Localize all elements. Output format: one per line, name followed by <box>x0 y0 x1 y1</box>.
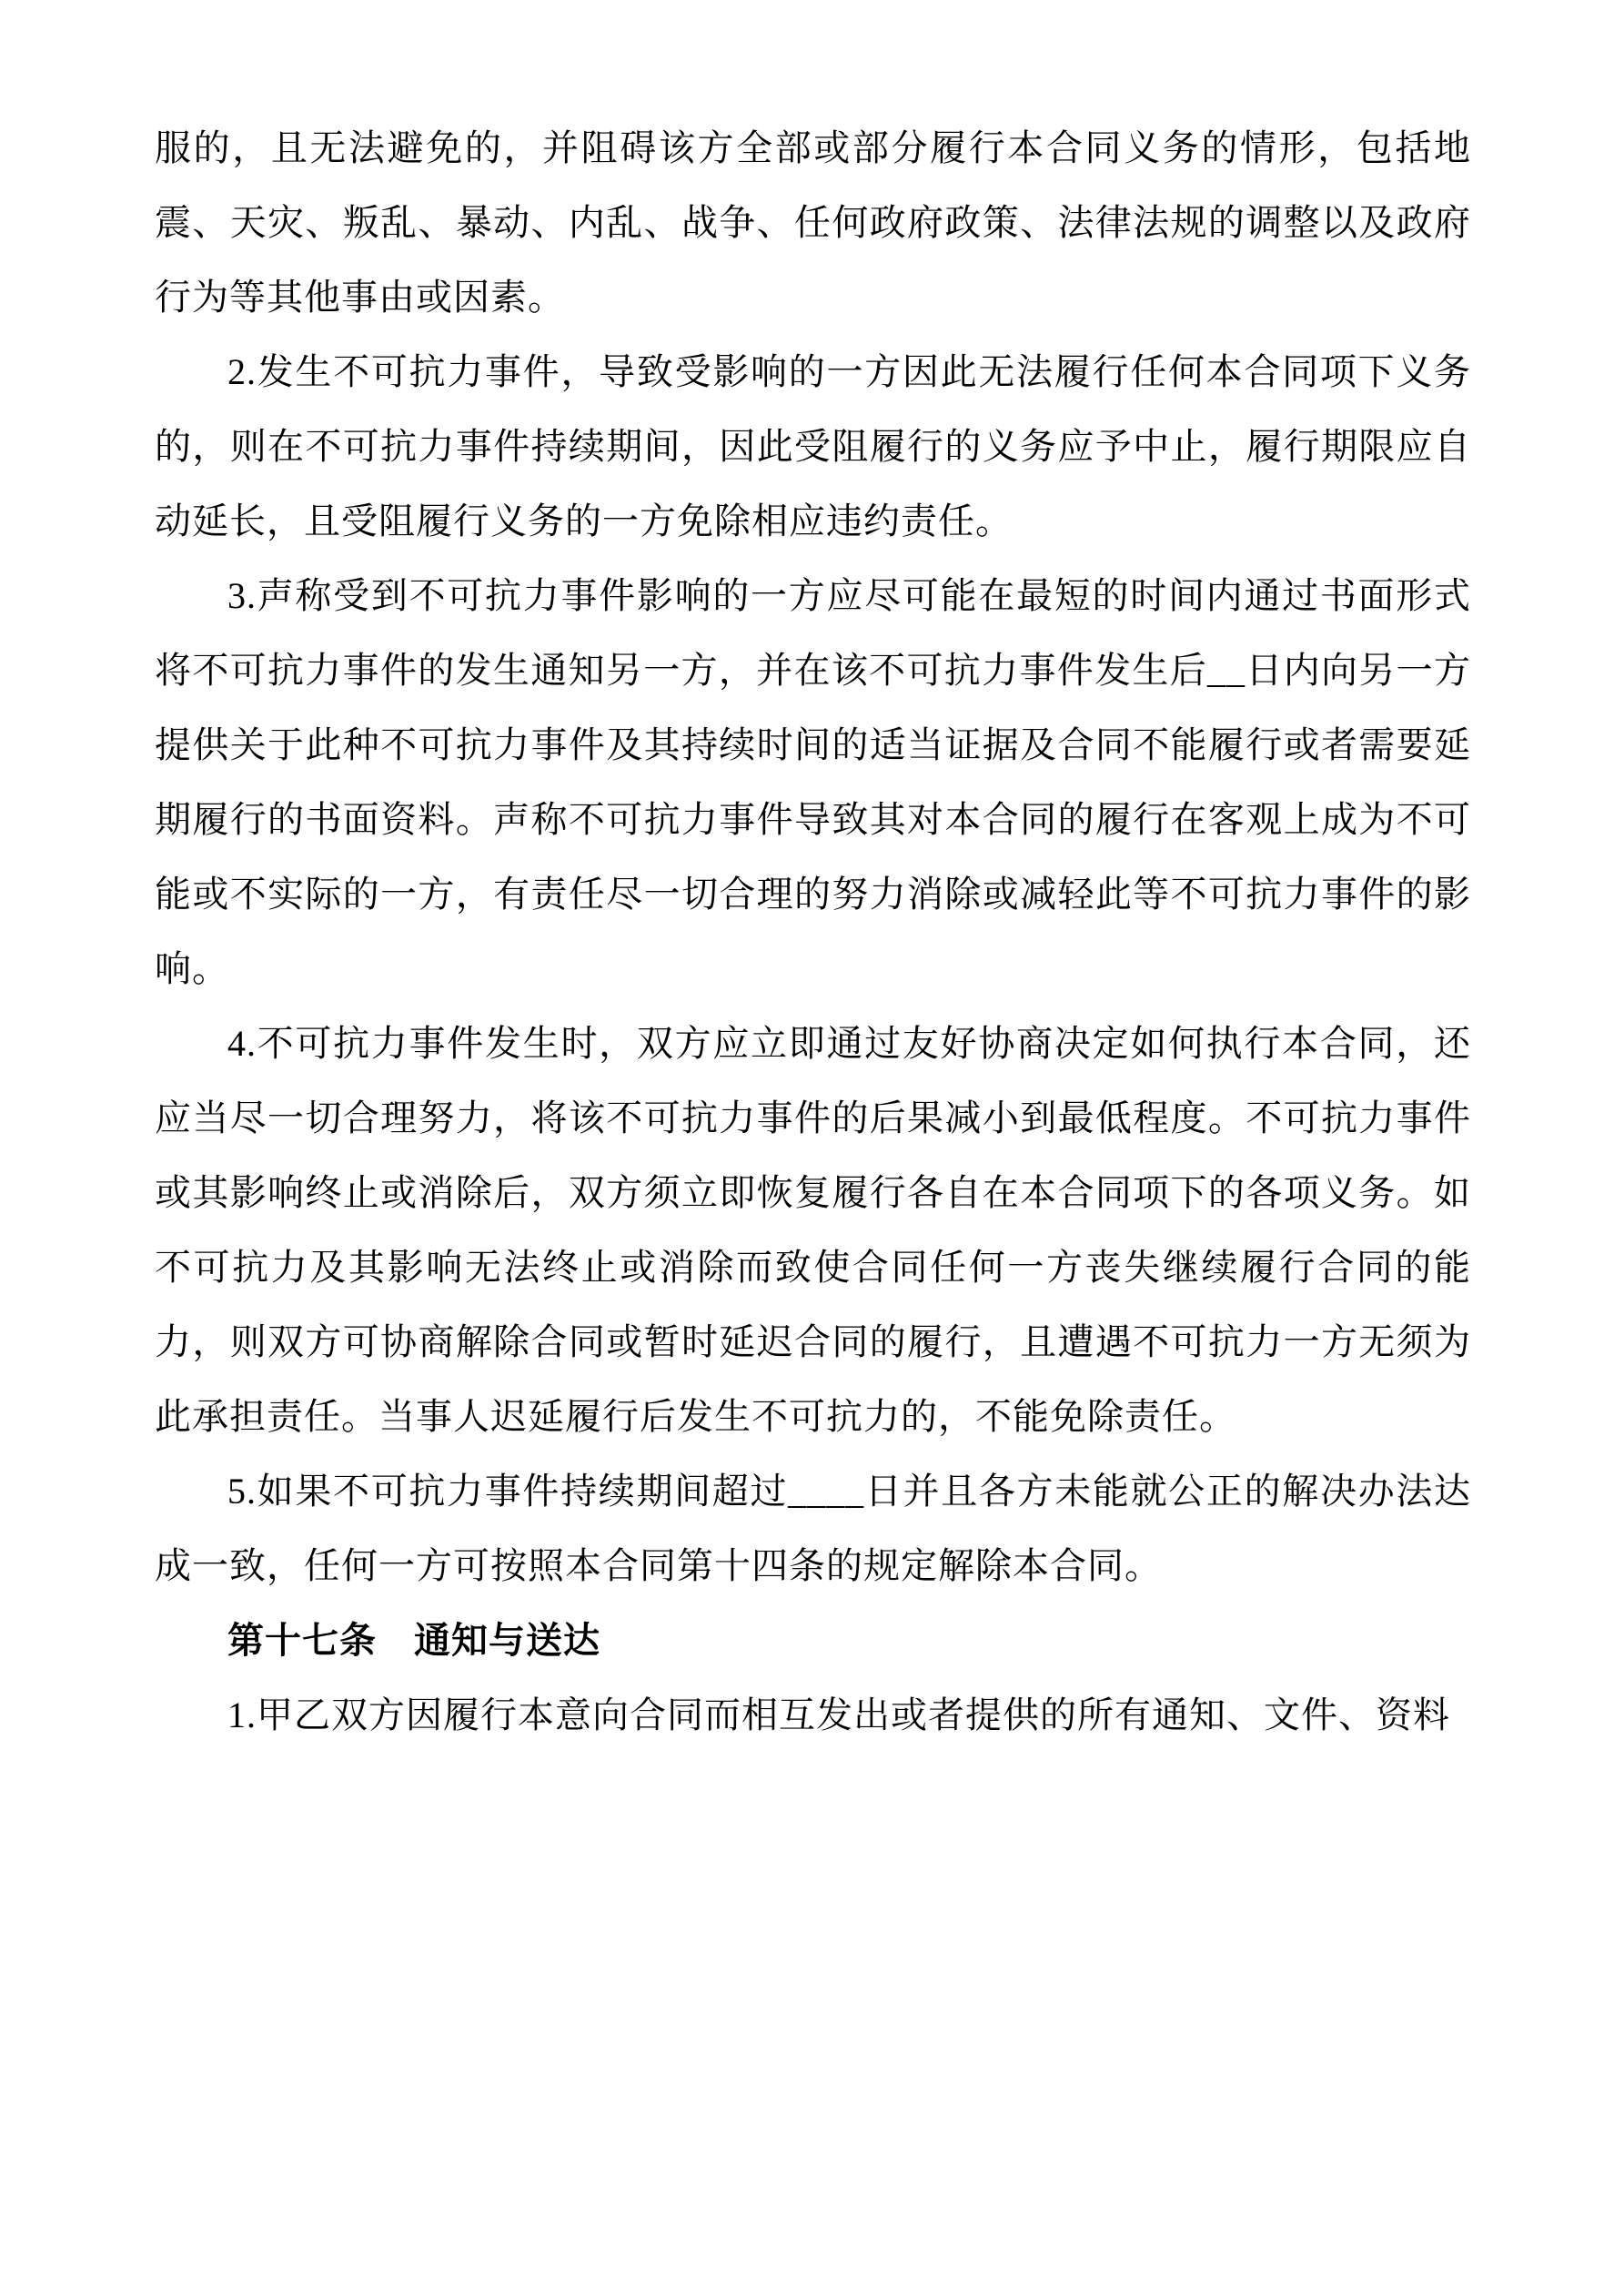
paragraph: 2.发生不可抗力事件，导致受影响的一方因此无法履行任何本合同项下义务的，则在不可抗力事件持续期间，因此受阻履行的义务应予中止，履行期限应自动延长，且受阻履行义务的一方免除相应违约责任。 <box>155 351 1471 541</box>
paragraph: 3.声称受到不可抗力事件影响的一方应尽可能在最短的时间内通过书面形式将不可抗力事件的发生通知另一方，并在该不可抗力事件发生后__日内向另一方提供关于此种不可抗力事件及其持续时间的适当证据及合同不能履行或者需要延期履行的书面资料。声称不可抗力事件导致其对本合同的履行在客观上成为不可能或不实际的一方，有责任尽一切合理的努力消除或减轻此等不可抗力事件的影响。 <box>155 575 1471 989</box>
section-heading: 第十七条 通知与送达 <box>227 1620 600 1661</box>
paragraph: 1.甲乙双方因履行本意向合同而相互发出或者提供的所有通知、文件、资料 <box>227 1694 1450 1735</box>
document-body <box>155 111 1471 1753</box>
paragraph: 服的，且无法避免的，并阻碍该方全部或部分履行本合同义务的情形，包括地震、天灾、叛乱、暴动、内乱、战争、任何政府政策、法律法规的调整以及政府行为等其他事由或因素。 <box>155 127 1471 318</box>
paragraph: 5.如果不可抗力事件持续期间超过____日并且各方未能就公正的解决办法达成一致，任何一方可按照本合同第十四条的规定解除本合同。 <box>155 1471 1471 1586</box>
paragraph: 4.不可抗力事件发生时，双方应立即通过友好协商决定如何执行本合同，还应当尽一切合理努力，将该不可抗力事件的后果减小到最低程度。不可抗力事件或其影响终止或消除后，双方须立即恢复履行各自在本合同项下的各项义务。如不可抗力及其影响无法终止或消除而致使合同任何一方丧失继续履行合同的能力，则双方可协商解除合同或暂时延迟合同的履行，且遭遇不可抗力一方无须为此承担责任。当事人迟延履行后发生不可抗力的，不能免除责任。 <box>155 1023 1471 1437</box>
